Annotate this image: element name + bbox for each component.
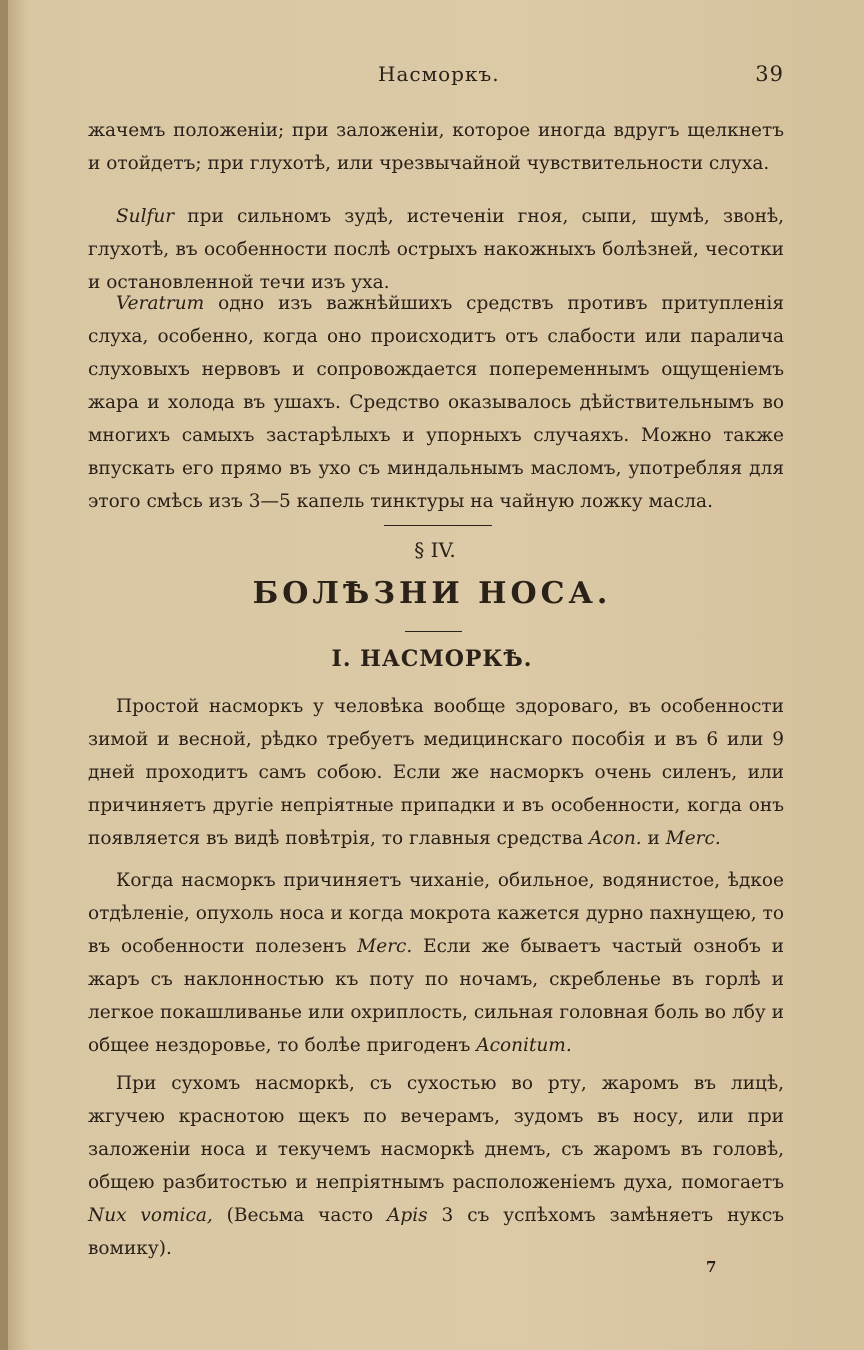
remedy-name: Veratrum	[116, 293, 205, 314]
subsection-title: I. НАСМОРКѢ.	[331, 646, 533, 672]
paragraph-dry-cold	[88, 1067, 784, 1265]
paragraph-text: одно изъ важнѣйшихъ средствъ противъ притупленiя слуха, особенно, когда оно происходитъ отъ слабости или паралича слуховыхъ нервовъ и сопровождается попеременнымъ ощущенiемъ жара и холода въ ушахъ. Средство оказывалось дѣйствительнымъ во многихъ самыхъ застарѣлыхъ и упорныхъ случаяхъ. Можно также впускать его прямо въ ухо съ миндальнымъ масломъ, употребляя для этого смѣсь изъ 3—5 капель тинктуры на чайную ложку масла.	[88, 293, 784, 512]
section-divider	[384, 525, 492, 526]
signature-mark: 7	[706, 1258, 717, 1276]
paragraph-sneezing	[88, 864, 784, 1062]
remedy-name: Acon.	[589, 828, 642, 849]
remedy-name: Merc.	[665, 828, 721, 849]
page-header	[88, 62, 784, 92]
paragraph-text: и	[641, 828, 666, 849]
remedy-name: Nux vomica,	[88, 1205, 213, 1226]
paragraph-text: Когда насморкъ причиняетъ чиханiе, обильное, водянистое, ѣдкое отдѣленiе, опухоль носа и когда мокрота кажется дурно пахнущею, то въ особенности полезенъ	[88, 870, 784, 957]
paragraph-text: (Весьма часто	[212, 1205, 388, 1226]
section-number: § IV.	[414, 538, 456, 562]
paragraph-veratrum	[88, 287, 784, 518]
paragraph-text: 3 съ успѣхомъ замѣняетъ нуксъ вомику).	[88, 1205, 784, 1259]
paragraph-text: Простой насморкъ у человѣка вообще здороваго, въ особенности зимой и весной, рѣдко требуетъ медицинскаго пособiя и въ 6 или 9 дней проходитъ самъ собою. Если же насморкъ очень силенъ, или причиняетъ другiе непрiятные припадки и въ особенности, когда онъ появляется въ видѣ повѣтрiя, то главныя средства	[88, 696, 784, 849]
paragraph-sulfur	[88, 200, 784, 299]
book-spine-edge	[0, 0, 8, 1350]
remedy-name: Sulfur	[116, 206, 175, 227]
paragraph-continuation: жачемъ положенiи; при заложенiи, которое иногда вдругъ щелкнетъ и отойдетъ; при глухотѣ, или чрезвычайной чувствительности слуха.	[88, 120, 784, 174]
chapter-title: БОЛѢЗНИ НОСА.	[252, 576, 612, 611]
remedy-name: Aconitum.	[476, 1035, 572, 1056]
paragraph-simple-cold	[88, 690, 784, 855]
paragraph-text: Если же бываетъ частый ознобъ и жаръ съ наклонностью къ поту по ночамъ, скребленье въ горлѣ и легкое покашливанье или охриплость, сильная головная боль во лбу и общее нездоровье, то болѣе пригоденъ	[88, 936, 784, 1056]
chapter-divider	[405, 631, 462, 632]
remedy-name: Apis	[387, 1205, 428, 1226]
paragraph-text: При сухомъ насморкѣ, съ сухостью во рту, жаромъ въ лицѣ, жгучею краснотою щекъ по вечерамъ, зудомъ въ носу, или при заложенiи носа и текучемъ насморкѣ днемъ, съ жаромъ въ головѣ, общею разбитостью и непрiятнымъ расположенiемъ духа, помогаетъ	[88, 1073, 784, 1193]
paragraph-text: при сильномъ зудѣ, истеченiи гноя, сыпи, шумѣ, звонѣ, глухотѣ, въ особенности послѣ острыхъ накожныхъ болѣзней, чесотки и остановленной течи изъ уха.	[88, 206, 784, 293]
page-number: 39	[755, 62, 784, 86]
running-title: Насморкъ.	[378, 62, 500, 86]
remedy-name: Merc.	[357, 936, 413, 957]
